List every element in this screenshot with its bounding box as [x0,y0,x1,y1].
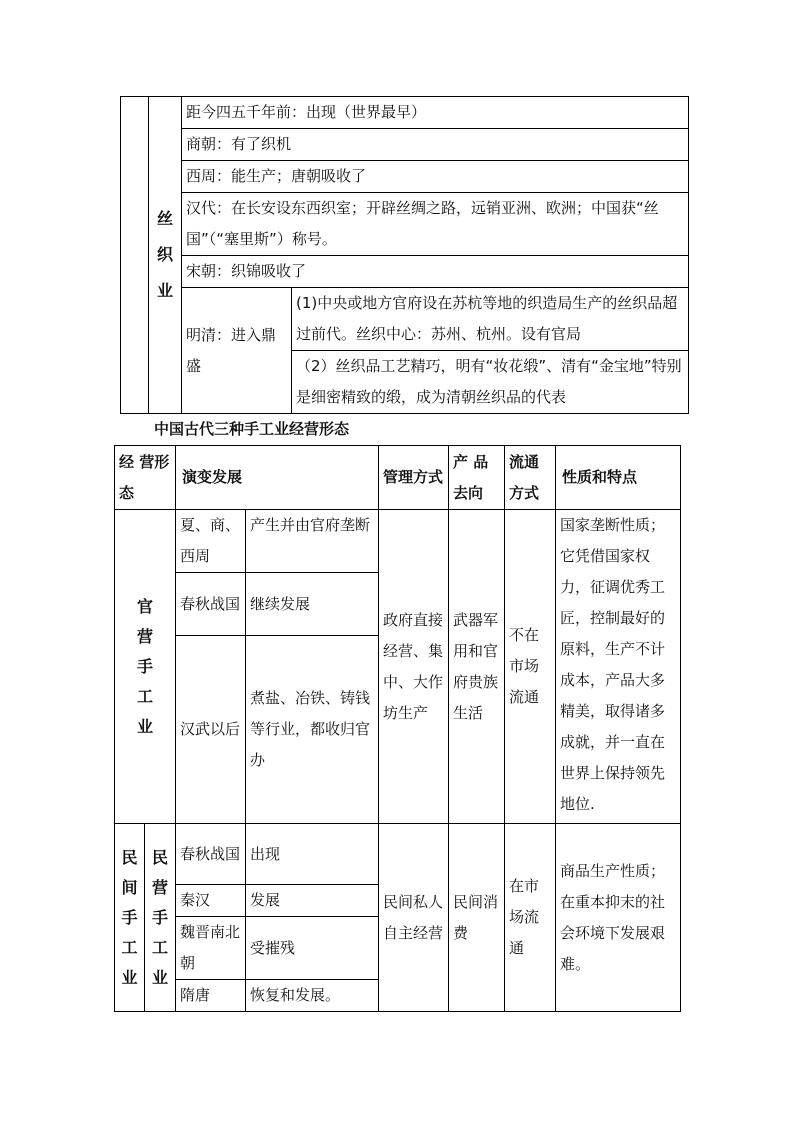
mingqing-item-2: （2）丝织品工艺精巧，明有“妆花缎”、清有“金宝地”特别是细密精致的缎，成为清朝丝织品的代表 [292,351,689,414]
mingqing-label: 明清：进入鼎盛 [182,288,292,414]
private-desc-3: 受摧残 [246,917,379,980]
official-desc-3: 煮盐、冶铁、铸钱等行业，都收归官办 [246,636,379,824]
silk-row-3: 西周：能生产；唐朝吸收了 [182,161,689,193]
private-period-1: 春秋战国 [176,824,246,885]
silk-row-1: 距今四五千年前：出现（世界最早） [182,97,689,129]
private-circulation: 在市场流通 [505,824,556,1012]
private-inner-label: 民 营 手 工 业 [145,824,176,1012]
header-product: 产 品去向 [449,446,505,510]
private-outer-label: 民 间 手 工 业 [115,824,145,1012]
private-period-4: 隋唐 [176,980,246,1012]
private-management: 民间私人自主经营 [379,824,449,1012]
official-product: 武器军用和官府贵族生活 [449,510,505,824]
official-desc-2: 继续发展 [246,573,379,636]
private-desc-4: 恢复和发展。 [246,980,379,1012]
silk-industry-table [120,96,689,414]
handicraft-forms-table [114,445,681,1012]
official-desc-1: 产生并由官府垄断 [246,510,379,573]
silk-blank-cell [121,97,149,414]
header-nature: 性质和特点 [556,446,681,510]
private-period-2: 秦汉 [176,885,246,917]
silk-row-5: 宋朝：织锦吸收了 [182,256,689,288]
official-period-3: 汉武以后 [176,636,246,824]
official-label: 官 营 手 工 业 [115,510,176,824]
private-desc-1: 出现 [246,824,379,885]
table2-title: 中国古代三种手工业经营形态 [154,420,350,438]
private-period-3: 魏晋南北朝 [176,917,246,980]
silk-row-4: 汉代：在长安设东西织室；开辟丝绸之路，远销亚洲、欧洲；中国获“丝国”（“塞里斯”）称号。 [182,193,689,256]
official-nature: 国家垄断性质；它凭借国家权力，征调优秀工匠，控制最好的原料，生产不计成本，产品大多精美，取得诸多成就，并一直在世界上保持领先地位. [556,510,681,824]
official-period-2: 春秋战国 [176,573,246,636]
header-management: 管理方式 [379,446,449,510]
mingqing-item-1: (1)中央或地方官府设在苏杭等地的织造局生产的丝织品超过前代。丝织中心：苏州、杭州。设有官局 [292,288,689,351]
official-period-1: 夏、商、西周 [176,510,246,573]
private-product: 民间消费 [449,824,505,1012]
official-management: 政府直接经营、集中、大作坊生产 [379,510,449,824]
silk-industry-label: 丝 织 业 [149,97,182,414]
private-nature: 商品生产性质；在重本抑末的社会环境下发展艰难。 [556,824,681,1012]
header-evolution: 演变发展 [176,446,379,510]
private-desc-2: 发展 [246,885,379,917]
header-circulation: 流通方式 [505,446,556,510]
silk-row-2: 商朝：有了织机 [182,129,689,161]
official-circulation: 不在市场流通 [505,510,556,824]
header-form: 经 营形态 [115,446,176,510]
